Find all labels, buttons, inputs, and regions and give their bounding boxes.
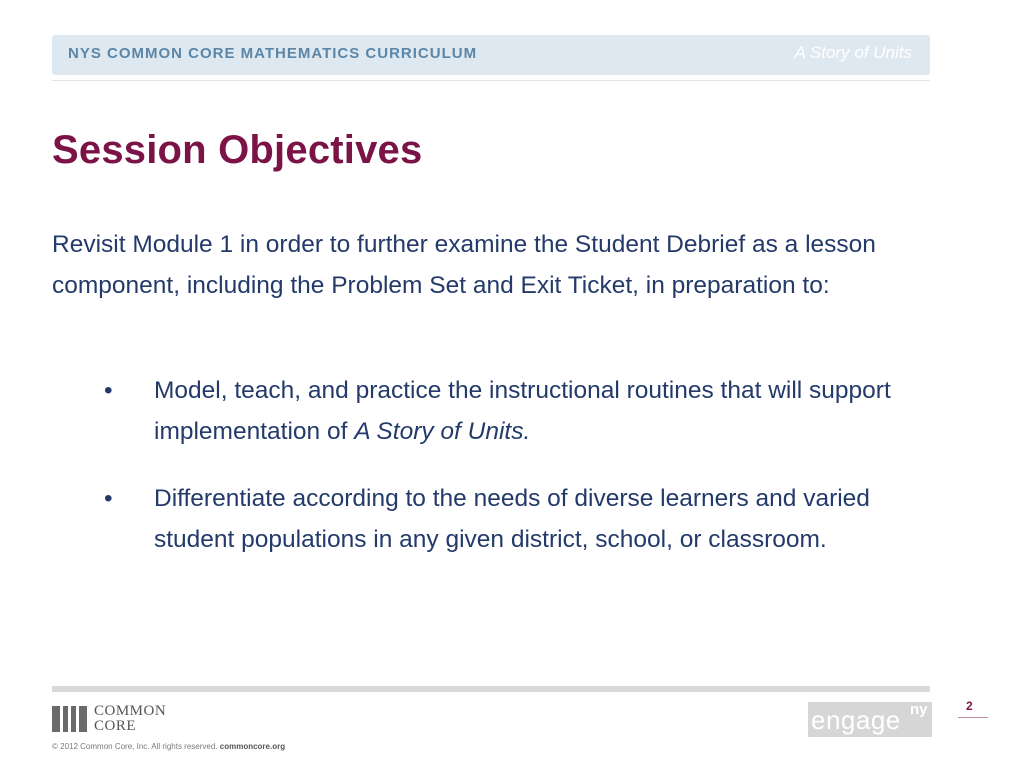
series-label: A Story of Units xyxy=(794,43,912,62)
bullet-dot-icon: • xyxy=(104,377,113,404)
bullet-item xyxy=(104,478,924,560)
bullet-dot-icon: • xyxy=(104,485,113,512)
bullet-text: Model, teach, and practice the instructional routines that will support implementation of A Story of Units. xyxy=(154,377,891,445)
slide-title: Session Objectives xyxy=(52,128,423,172)
bullet-emphasis: A Story of Units. xyxy=(354,418,531,445)
bullet-text: Differentiate according to the needs of diverse learners and varied student populations in any given district, school, or classroom. xyxy=(154,485,870,553)
intro-paragraph: Revisit Module 1 in order to further examine the Student Debrief as a lesson component, including the Problem Set and Exit Ticket, in preparation to: xyxy=(52,231,876,299)
engage-word: engage xyxy=(811,705,901,735)
header-bar xyxy=(52,35,930,75)
engage-superscript: ny xyxy=(910,701,928,718)
logo-line-1: COMMON xyxy=(94,703,167,719)
page-number-underline xyxy=(958,717,988,718)
bullet-item xyxy=(104,370,924,452)
common-core-logo xyxy=(52,704,192,736)
site-link: commoncore.org xyxy=(219,742,286,751)
page-number: 2 xyxy=(966,699,973,713)
header-divider xyxy=(52,80,930,81)
engageny-logo xyxy=(808,702,932,737)
footer-divider xyxy=(52,686,930,692)
copyright-text: © 2012 Common Core, Inc. All rights reserved. commoncore.org xyxy=(52,742,286,751)
curriculum-label: NYS COMMON CORE MATHEMATICS CURRICULUM xyxy=(68,45,478,62)
logo-line-2: CORE xyxy=(94,718,137,734)
